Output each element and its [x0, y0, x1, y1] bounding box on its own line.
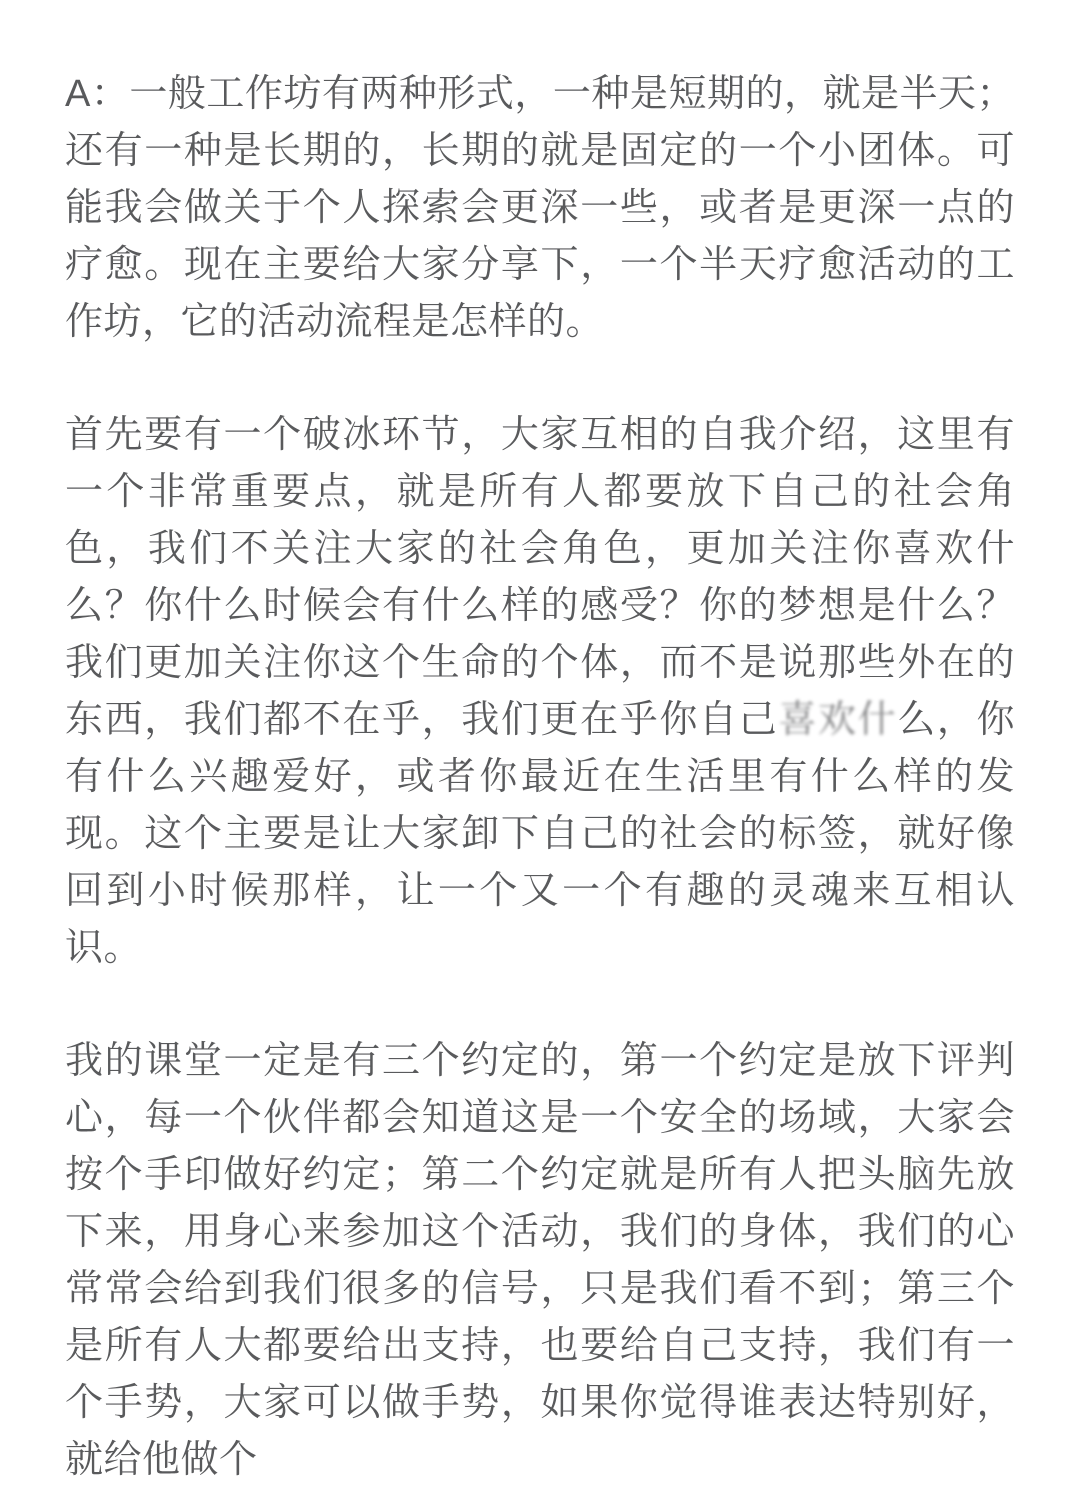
paragraph-1: A：一般工作坊有两种形式，一种是短期的，就是半天；还有一种是长期的，长期的就是固定的一个小团体。可能我会做关于个人探索会更深一些，或者是更深一点的疗愈。现在主要给大家分享下，一个半天疗愈活动的工作坊，它的活动流程是怎样的。 — [65, 73, 1015, 343]
paragraph-2-text-before: 首先要有一个破冰环节，大家互相的自我介绍，这里有一个非常重要点，就是所有人都要放下自己的社会角色，我们不关注大家的社会角色，更加关注你喜欢什么？你什么时候会有什么样的感受？你的梦想是什么？我们更加关注你这个生命的个体，而不是说那些外在的东西，我们都不在乎，我们更在乎你自己 — [65, 414, 1015, 741]
watermark-artifact-text: 喜欢什 — [778, 699, 898, 741]
paragraph-2-text-after: 么，你有什么兴趣爱好，或者你最近在生活里有什么样的发现。这个主要是让大家卸下自己的社会的标签，就好像回到小时候那样，让一个又一个有趣的灵魂来互相认识。 — [65, 699, 1015, 969]
paragraph-3: 我的课堂一定是有三个约定的，第一个约定是放下评判心，每一个伙伴都会知道这是一个安全的场域，大家会按个手印做好约定；第二个约定就是所有人把头脑先放下来，用身心来参加这个活动，我们的身体，我们的心常常会给到我们很多的信号，只是我们看不到；第三个是所有人大都要给出支持，也要给自己支持，我们有一个手势，大家可以做手势，如果你觉得谁表达特别好，就给他做个 — [65, 1040, 1015, 1481]
paragraph-2 — [65, 407, 1015, 977]
